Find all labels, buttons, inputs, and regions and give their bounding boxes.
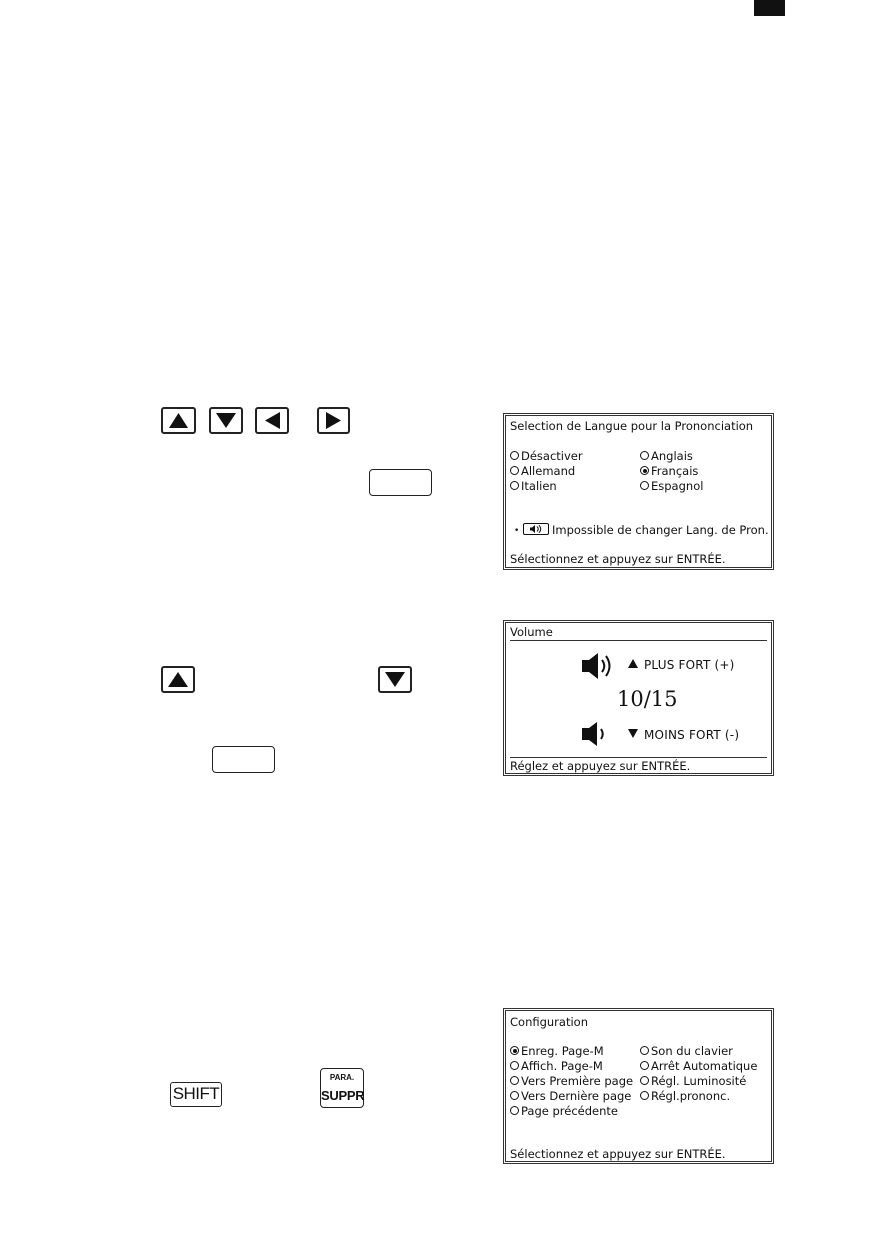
- radio-option: [510, 449, 583, 463]
- right-arrow-key: [317, 407, 350, 434]
- option-label: Page précédente: [521, 1104, 618, 1118]
- radio-option: [640, 449, 693, 463]
- footer-divider: [510, 757, 767, 758]
- down-arrow-icon: [211, 409, 241, 432]
- option-label: Enreg. Page-M: [521, 1044, 604, 1058]
- radio-icon: [510, 1106, 519, 1115]
- radio-icon: [510, 1061, 519, 1070]
- option-label: Français: [651, 464, 699, 478]
- suppr-key-top-label: PARA.: [329, 1073, 355, 1082]
- screen-footer: Sélectionnez et appuyez sur ENTRÉE.: [510, 1147, 726, 1161]
- right-arrow-icon: [319, 409, 348, 432]
- option-label: Espagnol: [651, 479, 704, 493]
- radio-option-selected: [510, 1044, 604, 1058]
- radio-icon: [510, 1076, 519, 1085]
- option-label: Vers Première page: [521, 1074, 634, 1088]
- option-label: Vers Dernière page: [521, 1089, 632, 1103]
- radio-icon: [640, 451, 649, 460]
- radio-option: [510, 479, 557, 493]
- pronunciation-note: [514, 523, 769, 538]
- screen-footer: Réglez et appuyez sur ENTRÉE.: [510, 759, 691, 773]
- speaker-key-icon: [523, 523, 549, 535]
- up-arrow-icon: [163, 668, 193, 691]
- option-label: Anglais: [651, 449, 693, 463]
- enter-key-blank: [369, 469, 432, 496]
- radio-option-selected: [640, 464, 698, 478]
- radio-option: [510, 1059, 603, 1073]
- louder-text: PLUS FORT (+): [644, 658, 735, 672]
- radio-option: [640, 479, 703, 493]
- radio-option: [640, 1089, 730, 1103]
- radio-icon: [640, 1061, 649, 1070]
- option-label: Désactiver: [521, 449, 583, 463]
- option-label: Son du clavier: [651, 1044, 733, 1058]
- option-label: Régl.prononc.: [651, 1089, 731, 1103]
- radio-option: [510, 1104, 618, 1118]
- radio-option: [510, 1089, 631, 1103]
- screen-title: Volume: [510, 625, 553, 639]
- option-label: Italien: [521, 479, 557, 493]
- radio-icon: [640, 481, 649, 490]
- screen-footer: Sélectionnez et appuyez sur ENTRÉE.: [510, 552, 726, 566]
- option-label: Affich. Page-M: [521, 1059, 603, 1073]
- screen-title: Selection de Langue pour la Prononciation: [510, 419, 754, 433]
- radio-option: [510, 464, 575, 478]
- language-selection-screen: [503, 413, 774, 570]
- suppr-key: [320, 1068, 364, 1108]
- radio-selected-icon: [510, 1046, 519, 1055]
- radio-icon: [640, 1091, 649, 1100]
- radio-option: [640, 1059, 757, 1073]
- configuration-screen: [503, 1008, 774, 1164]
- note-text: Impossible de changer Lang. de Pron.: [551, 523, 769, 537]
- radio-option: [510, 1074, 633, 1088]
- triangle-up-icon: [628, 659, 638, 668]
- radio-option: [640, 1044, 733, 1058]
- bullet-icon: •: [514, 526, 520, 536]
- up-arrow-key: [161, 666, 195, 693]
- title-divider: [510, 640, 767, 641]
- enter-key-blank: [212, 746, 275, 773]
- radio-option: [640, 1074, 746, 1088]
- triangle-down-icon: [628, 729, 638, 738]
- page-edge-tab: [754, 0, 785, 16]
- speaker-loud-icon: [580, 651, 616, 681]
- shift-key: SHIFT: [170, 1082, 222, 1107]
- softer-text: MOINS FORT (-): [644, 728, 740, 742]
- option-label: Régl. Luminosité: [651, 1074, 747, 1088]
- down-arrow-key: [378, 666, 412, 693]
- radio-icon: [510, 1091, 519, 1100]
- up-arrow-key: [161, 407, 196, 434]
- speaker-soft-icon: [580, 720, 610, 750]
- volume-screen: [503, 620, 774, 776]
- left-arrow-key: [255, 407, 289, 434]
- option-label: Arrêt Automatique: [651, 1059, 758, 1073]
- softer-label: [628, 728, 739, 742]
- left-arrow-icon: [257, 409, 287, 432]
- louder-label: [628, 658, 735, 672]
- radio-selected-icon: [640, 466, 649, 475]
- up-arrow-icon: [163, 409, 194, 432]
- volume-value: 10/15: [617, 687, 678, 711]
- screen-title: Configuration: [510, 1015, 588, 1029]
- down-arrow-key: [209, 407, 243, 434]
- option-label: Allemand: [521, 464, 576, 478]
- radio-icon: [510, 451, 519, 460]
- suppr-key-bottom-label: SUPPR: [321, 1088, 365, 1103]
- radio-icon: [640, 1046, 649, 1055]
- radio-icon: [510, 466, 519, 475]
- radio-icon: [510, 481, 519, 490]
- radio-icon: [640, 1076, 649, 1085]
- down-arrow-icon: [380, 668, 410, 691]
